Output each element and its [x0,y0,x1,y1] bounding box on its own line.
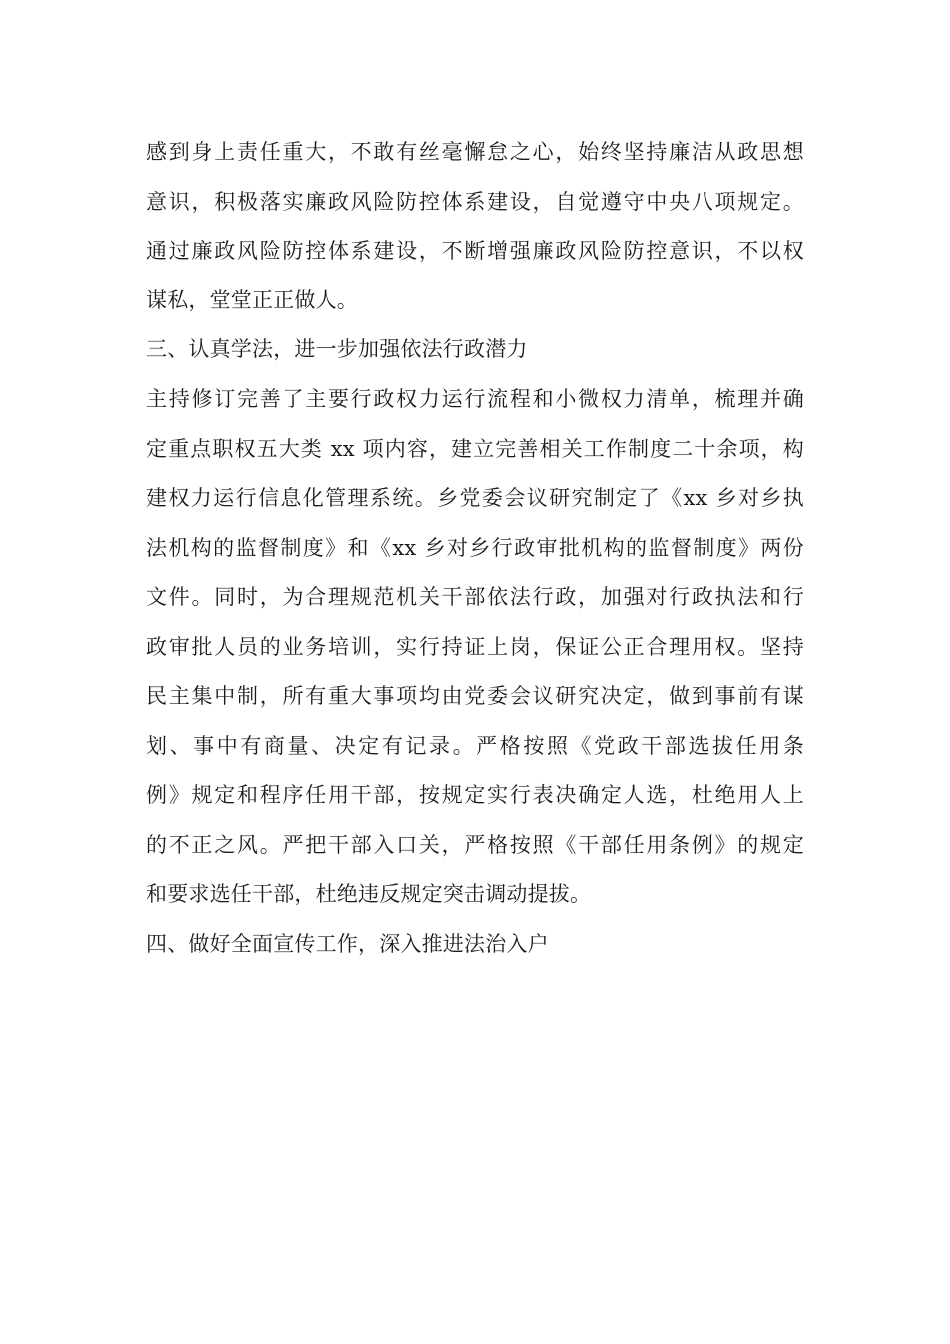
body-text-line: 例》规定和程序任用干部，按规定实行表决确定人选，杜绝用人上 [146,783,804,807]
section-heading-3: 三、认真学法，进一步加强依法行政潜力 [146,337,528,361]
body-text-line: 定重点职权五大类 xx 项内容，建立完善相关工作制度二十余项，构 [146,437,804,461]
body-text-line: 政审批人员的业务培训，实行持证上岗，保证公正合理用权。坚持 [146,635,804,659]
body-text-line: 和要求选任干部，杜绝违反规定突击调动提拔。 [146,882,592,906]
body-text-line: 谋私，堂堂正正做人。 [146,288,358,312]
body-text-line: 建权力运行信息化管理系统。乡党委会议研究制定了《xx 乡对乡执 [146,486,804,510]
body-text-line: 法机构的监督制度》和《xx 乡对乡行政审批机构的监督制度》两份 [146,536,804,560]
body-text-line: 划、事中有商量、决定有记录。严格按照《党政干部选拔任用条 [146,734,804,758]
body-text-line: 意识，积极落实廉政风险防控体系建设，自觉遵守中央八项规定。 [146,190,804,214]
body-text-line: 的不正之风。严把干部入口关，严格按照《干部任用条例》的规定 [146,833,804,857]
body-text-line: 文件。同时，为合理规范机关干部依法行政，加强对行政执法和行 [146,585,804,609]
body-text-line: 通过廉政风险防控体系建设，不断增强廉政风险防控意识，不以权 [146,239,804,263]
body-text-line: 民主集中制，所有重大事项均由党委会议研究决定，做到事前有谋 [146,684,804,708]
section-heading-4: 四、做好全面宣传工作，深入推进法治入户 [146,932,549,956]
body-text-line: 主持修订完善了主要行政权力运行流程和小微权力清单，梳理并确 [146,387,804,411]
body-text-line: 感到身上责任重大，不敢有丝毫懈怠之心，始终坚持廉洁从政思想 [146,140,804,164]
